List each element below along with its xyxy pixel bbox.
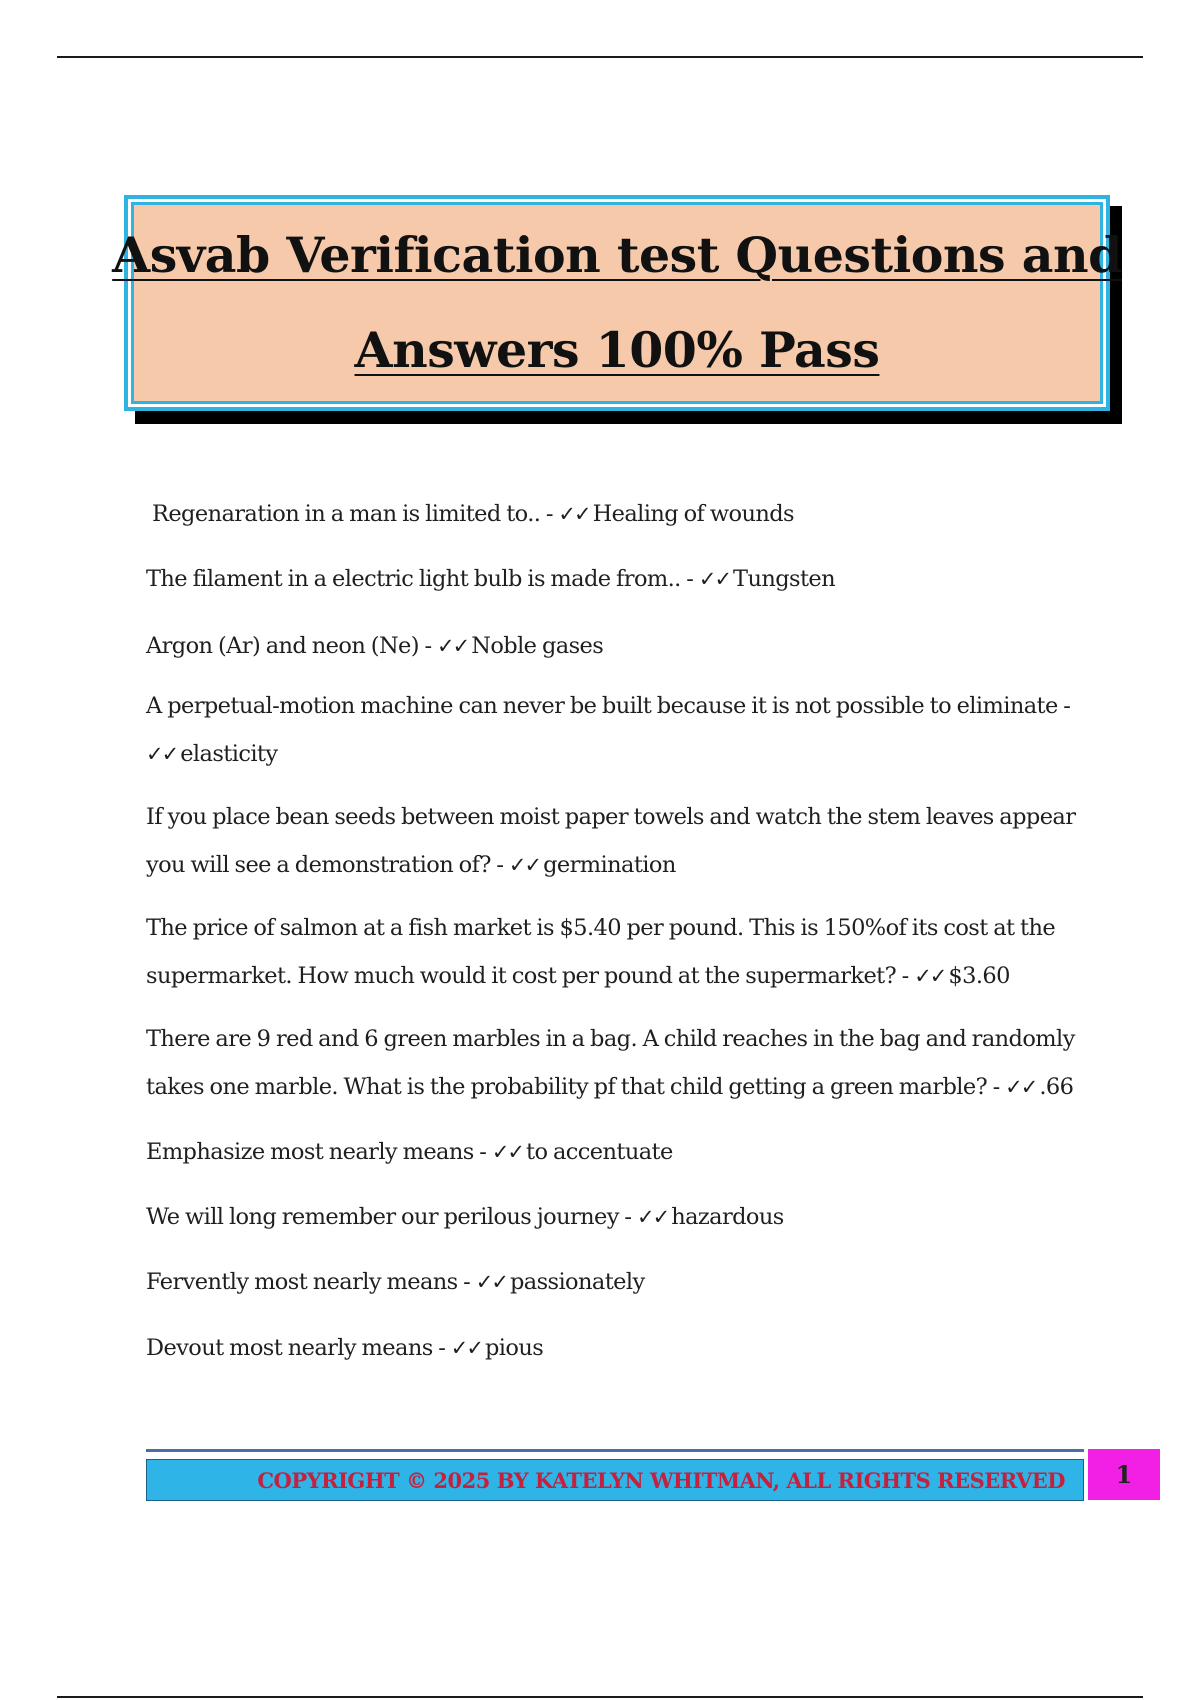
double-check-icon: ✓✓ xyxy=(475,1270,507,1294)
qa-item xyxy=(146,682,1086,778)
qa-item xyxy=(146,1324,1086,1372)
qa-item xyxy=(146,793,1086,889)
double-check-icon: ✓✓ xyxy=(636,1205,669,1229)
answer-text: hazardous xyxy=(671,1204,784,1230)
double-check-icon: ✓✓ xyxy=(450,1336,482,1360)
answer-text: to accentuate xyxy=(526,1139,673,1165)
double-check-icon: ✓✓ xyxy=(146,742,178,766)
top-rule xyxy=(57,56,1143,58)
answer-text: .66 xyxy=(1039,1074,1074,1100)
question-text: A perpetual-motion machine can never be built because it is not possible to eliminate - xyxy=(146,693,1071,719)
qa-item xyxy=(146,1193,1086,1241)
double-check-icon: ✓✓ xyxy=(491,1140,524,1164)
answer-text: pious xyxy=(484,1335,544,1361)
qa-item xyxy=(146,1128,1086,1176)
question-text: The price of salmon at a fish market is $5.40 per pound. This is 150%of its cost at the supermarket. How much would it cost per pound at the supermarket? - xyxy=(146,915,1056,989)
question-text: Devout most nearly means - xyxy=(146,1335,451,1361)
double-check-icon: ✓✓ xyxy=(508,853,541,877)
answer-text: Healing of wounds xyxy=(592,501,794,527)
question-text: If you place bean seeds between moist paper towels and watch the stem leaves appear you will see a demonstration of? - xyxy=(146,804,1076,878)
question-text: Argon (Ar) and neon (Ne) - xyxy=(146,633,438,659)
answer-text: Noble gases xyxy=(471,633,604,659)
copyright-text: COPYRIGHT © 2025 BY KATELYN WHITMAN, ALL RIGHTS RESERVED xyxy=(257,1467,1065,1493)
answer-text: $3.60 xyxy=(948,963,1010,989)
qa-item xyxy=(146,1015,1086,1111)
answer-text: Tungsten xyxy=(733,566,836,592)
title-box xyxy=(112,195,1122,411)
answer-text: germination xyxy=(543,852,676,878)
qa-item xyxy=(146,1258,1086,1306)
double-check-icon: ✓✓ xyxy=(698,567,731,591)
page-number: 1 xyxy=(1088,1449,1160,1500)
answer-text: passionately xyxy=(509,1269,645,1295)
footer-bar xyxy=(146,1459,1084,1501)
qa-item xyxy=(152,490,1092,538)
question-text: Emphasize most nearly means - xyxy=(146,1139,492,1165)
bottom-rule xyxy=(57,1696,1143,1698)
double-check-icon: ✓✓ xyxy=(1005,1075,1037,1099)
question-text: There are 9 red and 6 green marbles in a bag. A child reaches in the bag and randomly takes one marble. What is the probability pf that child getting a green marble? - xyxy=(146,1026,1075,1100)
double-check-icon: ✓✓ xyxy=(437,634,469,658)
question-text: Regenaration in a man is limited to.. - xyxy=(152,501,559,527)
qa-item xyxy=(146,904,1086,1000)
qa-item xyxy=(146,622,1086,670)
title-box-inner xyxy=(112,202,1122,404)
question-text: Fervently most nearly means - xyxy=(146,1269,476,1295)
double-check-icon: ✓✓ xyxy=(914,964,946,988)
qa-item xyxy=(146,555,1086,603)
answer-text: elasticity xyxy=(180,741,278,767)
question-text: The filament in a electric light bulb is made from.. - xyxy=(146,566,699,592)
page-title-line-1: Asvab Verification test Questions and xyxy=(112,226,1122,284)
page-title-line-2: Answers 100% Pass xyxy=(354,321,880,379)
question-text: We will long remember our perilous journey - xyxy=(146,1204,637,1230)
double-check-icon: ✓✓ xyxy=(558,502,590,526)
footer-rule xyxy=(146,1449,1084,1452)
